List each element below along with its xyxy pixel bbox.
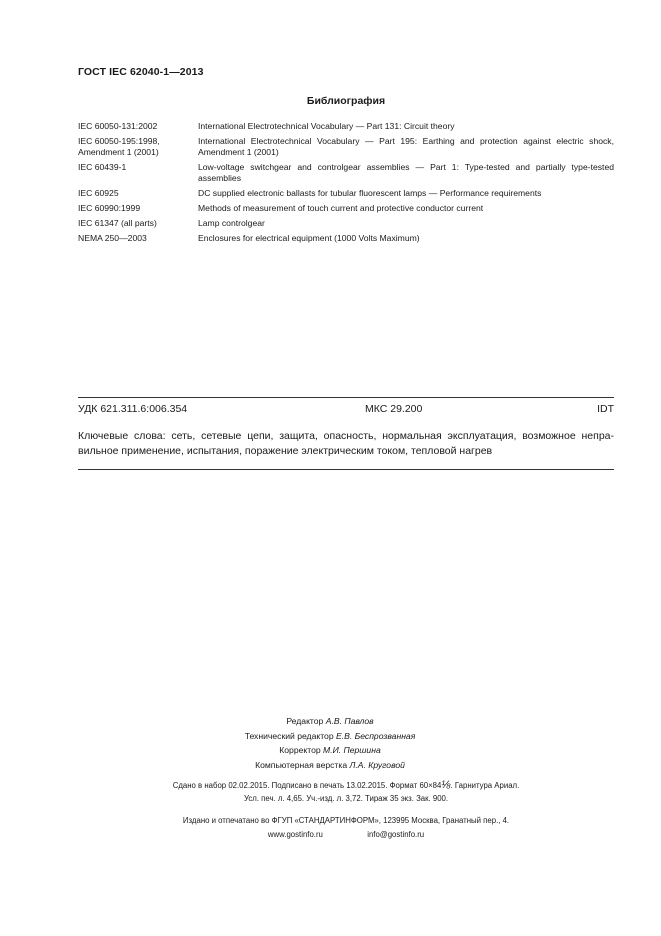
- classification-line: [78, 403, 614, 415]
- bibliography-ref: IEC 60925: [78, 188, 119, 198]
- staff-name: М.И. Першина: [323, 745, 381, 756]
- bibliography-ref: IEC 60990:1999: [78, 203, 141, 213]
- staff-line: [180, 729, 480, 744]
- imprint-line-1: [78, 779, 614, 791]
- bibliography-title: International Electrotechnical Vocabulary — Part 131: Circuit theory: [198, 121, 455, 131]
- udk-code: УДК 621.311.6:006.354: [78, 403, 188, 415]
- bibliography-title: Enclosures for electrical equipment (1000 Volts Maximum): [198, 233, 420, 243]
- idt-label: IDT: [597, 403, 614, 415]
- document-code: ГОСТ IEC 62040-1—2013: [78, 66, 204, 78]
- bibliography-item: [78, 136, 614, 158]
- staff-role: Корректор: [279, 745, 321, 756]
- staff-line: [180, 714, 480, 729]
- divider-bottom: [78, 469, 614, 470]
- bibliography-list: [78, 121, 614, 248]
- bibliography-item: [78, 162, 614, 184]
- staff-line: [180, 743, 480, 758]
- email-link[interactable]: info@gostinfo.ru: [367, 830, 425, 839]
- bibliography-item: [78, 121, 614, 132]
- bibliography-title: Low-voltage switchgear and controlgear assemblies — Part 1: Type-tested and partially type-tested assemblies: [198, 162, 614, 183]
- bibliography-item: [78, 203, 614, 214]
- imprint-line-2: Усл. печ. л. 4,65. Уч.-изд. л. 3,72. Тираж 35 экз. Зак. 900.: [243, 794, 449, 803]
- bibliography-ref: IEC 60439-1: [78, 162, 127, 172]
- staff-role: Компьютерная верстка: [255, 759, 348, 770]
- staff-name: Е.В. Беспрозванная: [336, 730, 416, 741]
- bibliography-ref: IEC 60050-195:1998, Amendment 1 (2001): [78, 136, 160, 157]
- website-link[interactable]: www.gostinfo.ru: [267, 830, 323, 839]
- staff-name: А.В. Павлов: [325, 716, 374, 726]
- bibliography-ref: IEC 61347 (all parts): [78, 218, 157, 228]
- bibliography-title: Lamp controlgear: [198, 218, 265, 228]
- bibliography-ref: IEC 60050-131:2002: [78, 121, 158, 131]
- bibliography-ref: NEMA 250—2003: [78, 233, 147, 243]
- imprint-font: . Гарнитура Ариал.: [450, 781, 520, 790]
- imprint-contacts: [78, 830, 614, 839]
- divider-top: [78, 397, 614, 398]
- bibliography-title: Methods of measurement of touch current and protective conductor current: [198, 203, 484, 213]
- keywords-paragraph: Ключевые слова: сеть, сетевые цепи, защита, опасность, нормальная эксплуатация, возможное непра-вильное применение, испытания, поражение электрическим током, тепловой нагрев: [78, 430, 614, 457]
- bibliography-item: [78, 218, 614, 229]
- staff-role: Редактор: [286, 716, 324, 726]
- staff-role: Технический редактор: [244, 730, 334, 741]
- staff-name: Л.А. Круговой: [349, 759, 405, 770]
- bibliography-item: [78, 188, 614, 199]
- mks-code: МКС 29.200: [365, 403, 423, 415]
- bibliography-item: [78, 233, 614, 244]
- section-title: Библиография: [306, 95, 386, 107]
- staff-line: [180, 758, 480, 773]
- bibliography-title: DC supplied electronic ballasts for tubular fluorescent lamps — Performance requirements: [198, 188, 542, 198]
- imprint-dates: Сдано в набор 02.02.2015. Подписано в печать 13.02.2015. Формат 60×84: [172, 781, 442, 790]
- format-fraction: ⅛: [441, 779, 451, 791]
- imprint-line-3: Издано и отпечатано во ФГУП «СТАНДАРТИНФОРМ», 123995 Москва, Гранатный пер., 4.: [182, 816, 510, 825]
- bibliography-title: International Electrotechnical Vocabulary — Part 195: Earthing and protection against electric shock, Amendment 1 (2001): [198, 136, 614, 157]
- staff-credits: [180, 714, 480, 772]
